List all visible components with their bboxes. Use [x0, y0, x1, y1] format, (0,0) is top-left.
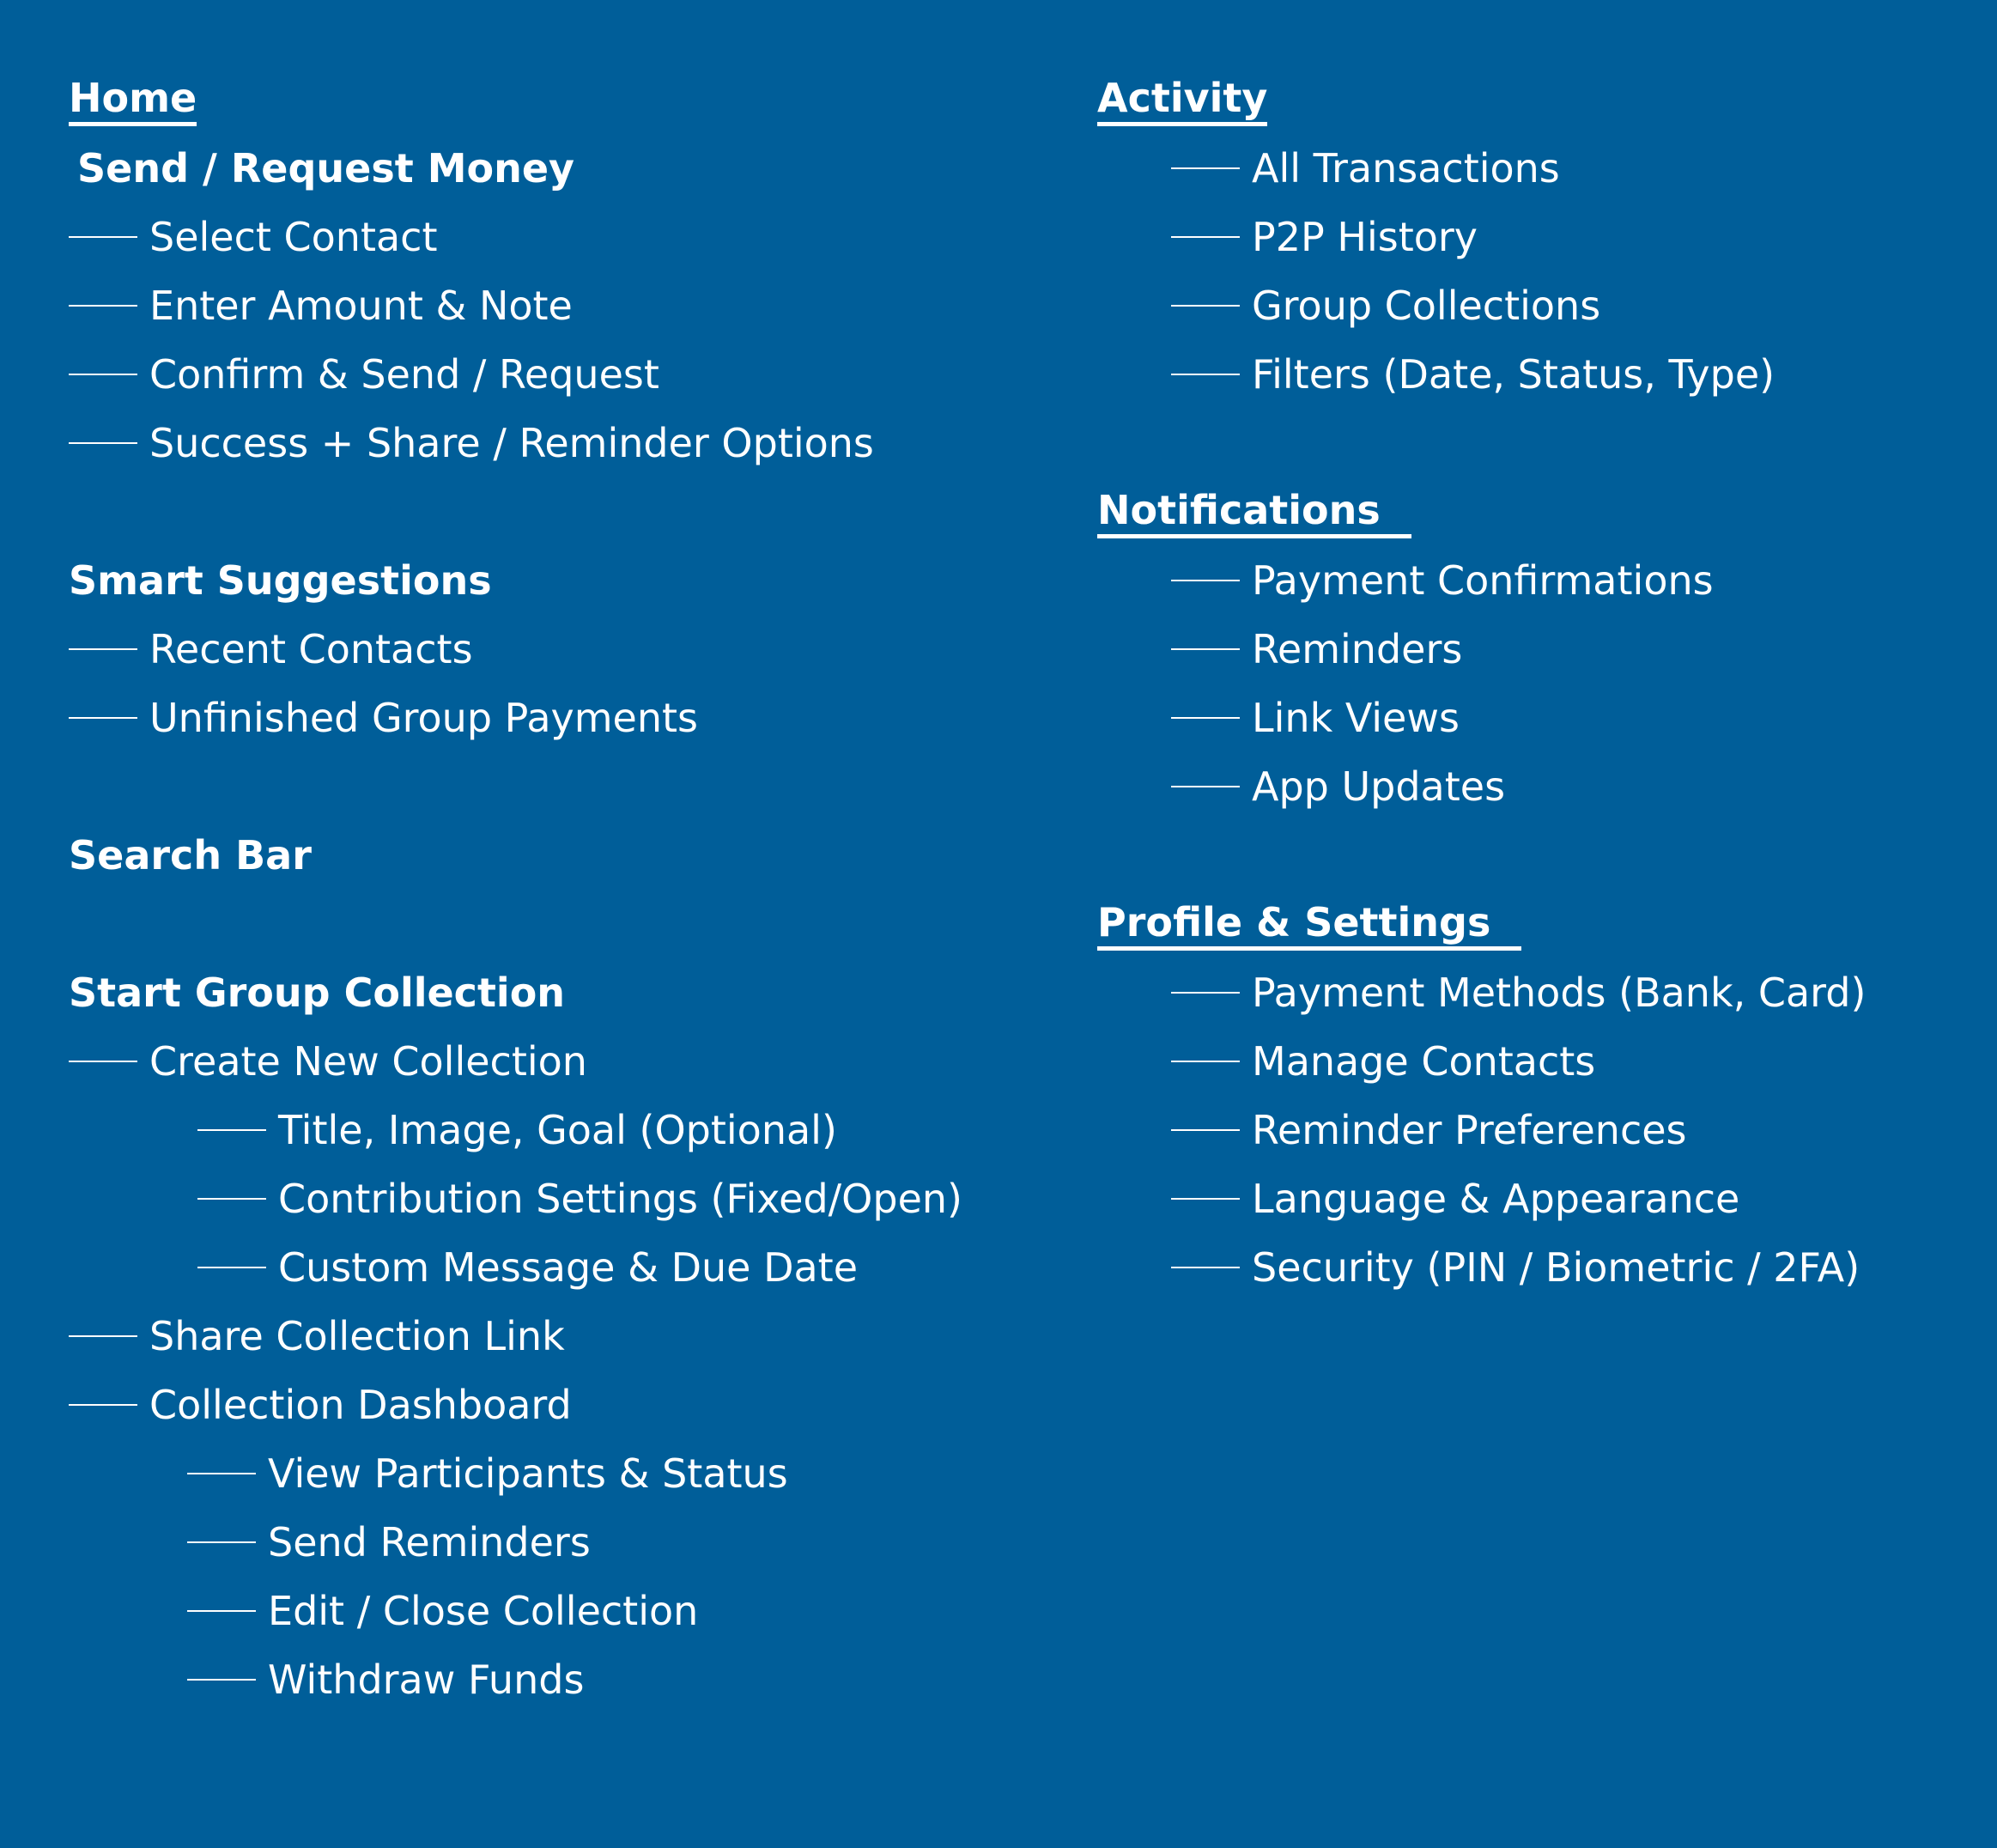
item-label: Unfinished Group Payments: [149, 695, 698, 741]
connector-line: [69, 648, 137, 650]
item-label: Select Contact: [149, 214, 438, 260]
list-item[interactable]: [69, 280, 573, 331]
item-label: Payment Methods (Bank, Card): [1252, 970, 1866, 1016]
list-item[interactable]: [187, 1517, 591, 1568]
connector-line: [1171, 167, 1240, 169]
item-label: Edit / Close Collection: [268, 1588, 699, 1634]
item-label: Create New Collection: [149, 1038, 587, 1085]
item-label: Confirm & Send / Request: [149, 351, 659, 398]
connector-line: [1171, 236, 1240, 238]
connector-line: [69, 717, 137, 719]
heading-activity[interactable]: Activity: [1097, 74, 1267, 126]
list-item[interactable]: [1171, 211, 1478, 263]
connector-line: [197, 1198, 266, 1200]
item-label: Link Views: [1252, 695, 1460, 741]
list-item[interactable]: [1171, 349, 1775, 400]
heading-notifications[interactable]: Notifications: [1097, 486, 1411, 538]
item-label: Title, Image, Goal (Optional): [278, 1107, 837, 1153]
item-label: Filters (Date, Status, Type): [1252, 351, 1775, 398]
list-item[interactable]: [187, 1448, 788, 1499]
list-item[interactable]: [69, 417, 874, 469]
item-label: Success + Share / Reminder Options: [149, 420, 874, 466]
item-label: Recent Contacts: [149, 626, 473, 672]
item-label: Reminder Preferences: [1252, 1107, 1687, 1153]
connector-line: [1171, 992, 1240, 994]
connector-line: [1171, 1267, 1240, 1268]
heading-profile-settings[interactable]: Profile & Settings: [1097, 898, 1521, 951]
item-label: Security (PIN / Biometric / 2FA): [1252, 1244, 1860, 1291]
heading-search-bar[interactable]: Search Bar: [69, 832, 312, 878]
item-label: Collection Dashboard: [149, 1382, 572, 1428]
list-item[interactable]: [197, 1242, 858, 1293]
connector-line: [69, 1335, 137, 1337]
list-item[interactable]: [1171, 692, 1460, 744]
item-label: Enter Amount & Note: [149, 283, 573, 329]
connector-line: [1171, 786, 1240, 787]
list-item[interactable]: [197, 1173, 962, 1225]
connector-line: [1171, 648, 1240, 650]
connector-line: [69, 305, 137, 307]
connector-line: [69, 236, 137, 238]
item-label: All Transactions: [1252, 145, 1560, 191]
item-label: Reminders: [1252, 626, 1463, 672]
list-item[interactable]: [1171, 623, 1462, 675]
item-label: Withdraw Funds: [268, 1657, 585, 1703]
list-item[interactable]: [69, 1379, 572, 1431]
item-label: P2P History: [1252, 214, 1478, 260]
heading-send-request-money[interactable]: Send / Request Money: [77, 145, 575, 191]
list-item[interactable]: [69, 623, 473, 675]
connector-line: [1171, 305, 1240, 307]
heading-home[interactable]: Home: [69, 74, 197, 126]
list-item[interactable]: [1171, 761, 1505, 812]
list-item[interactable]: [1171, 1242, 1860, 1293]
item-label: App Updates: [1252, 763, 1506, 810]
list-item[interactable]: [1171, 1104, 1687, 1156]
connector-line: [69, 1061, 137, 1062]
connector-line: [1171, 1198, 1240, 1200]
list-item[interactable]: [69, 211, 438, 263]
heading-smart-suggestions[interactable]: Smart Suggestions: [69, 557, 492, 604]
list-item[interactable]: [1171, 1173, 1739, 1225]
connector-line: [69, 374, 137, 375]
connector-line: [197, 1129, 266, 1131]
list-item[interactable]: [187, 1654, 584, 1705]
connector-line: [1171, 1129, 1240, 1131]
item-label: Language & Appearance: [1252, 1176, 1740, 1222]
connector-line: [197, 1267, 266, 1268]
list-item[interactable]: [187, 1585, 698, 1637]
list-item[interactable]: [1171, 1036, 1595, 1087]
connector-line: [1171, 717, 1240, 719]
item-label: Group Collections: [1252, 283, 1601, 329]
item-label: Send Reminders: [268, 1519, 591, 1565]
item-label: Custom Message & Due Date: [278, 1244, 859, 1291]
connector-line: [187, 1541, 256, 1543]
connector-line: [187, 1473, 256, 1474]
list-item[interactable]: [1171, 967, 1866, 1018]
item-label: Share Collection Link: [149, 1313, 565, 1359]
list-item[interactable]: [1171, 143, 1560, 194]
connector-line: [1171, 1061, 1240, 1062]
connector-line: [187, 1679, 256, 1681]
item-label: View Participants & Status: [268, 1450, 788, 1497]
list-item[interactable]: [69, 692, 698, 744]
list-item[interactable]: [69, 349, 659, 400]
list-item[interactable]: [69, 1036, 587, 1087]
connector-line: [1171, 580, 1240, 581]
list-item[interactable]: [197, 1104, 837, 1156]
connector-line: [187, 1610, 256, 1612]
connector-line: [69, 1404, 137, 1406]
item-label: Manage Contacts: [1252, 1038, 1596, 1085]
connector-line: [69, 442, 137, 444]
connector-line: [1171, 374, 1240, 375]
list-item[interactable]: [1171, 555, 1714, 606]
list-item[interactable]: [1171, 280, 1600, 331]
item-label: Contribution Settings (Fixed/Open): [278, 1176, 962, 1222]
heading-start-group-collection[interactable]: Start Group Collection: [69, 970, 566, 1016]
list-item[interactable]: [69, 1310, 565, 1362]
item-label: Payment Confirmations: [1252, 557, 1714, 604]
